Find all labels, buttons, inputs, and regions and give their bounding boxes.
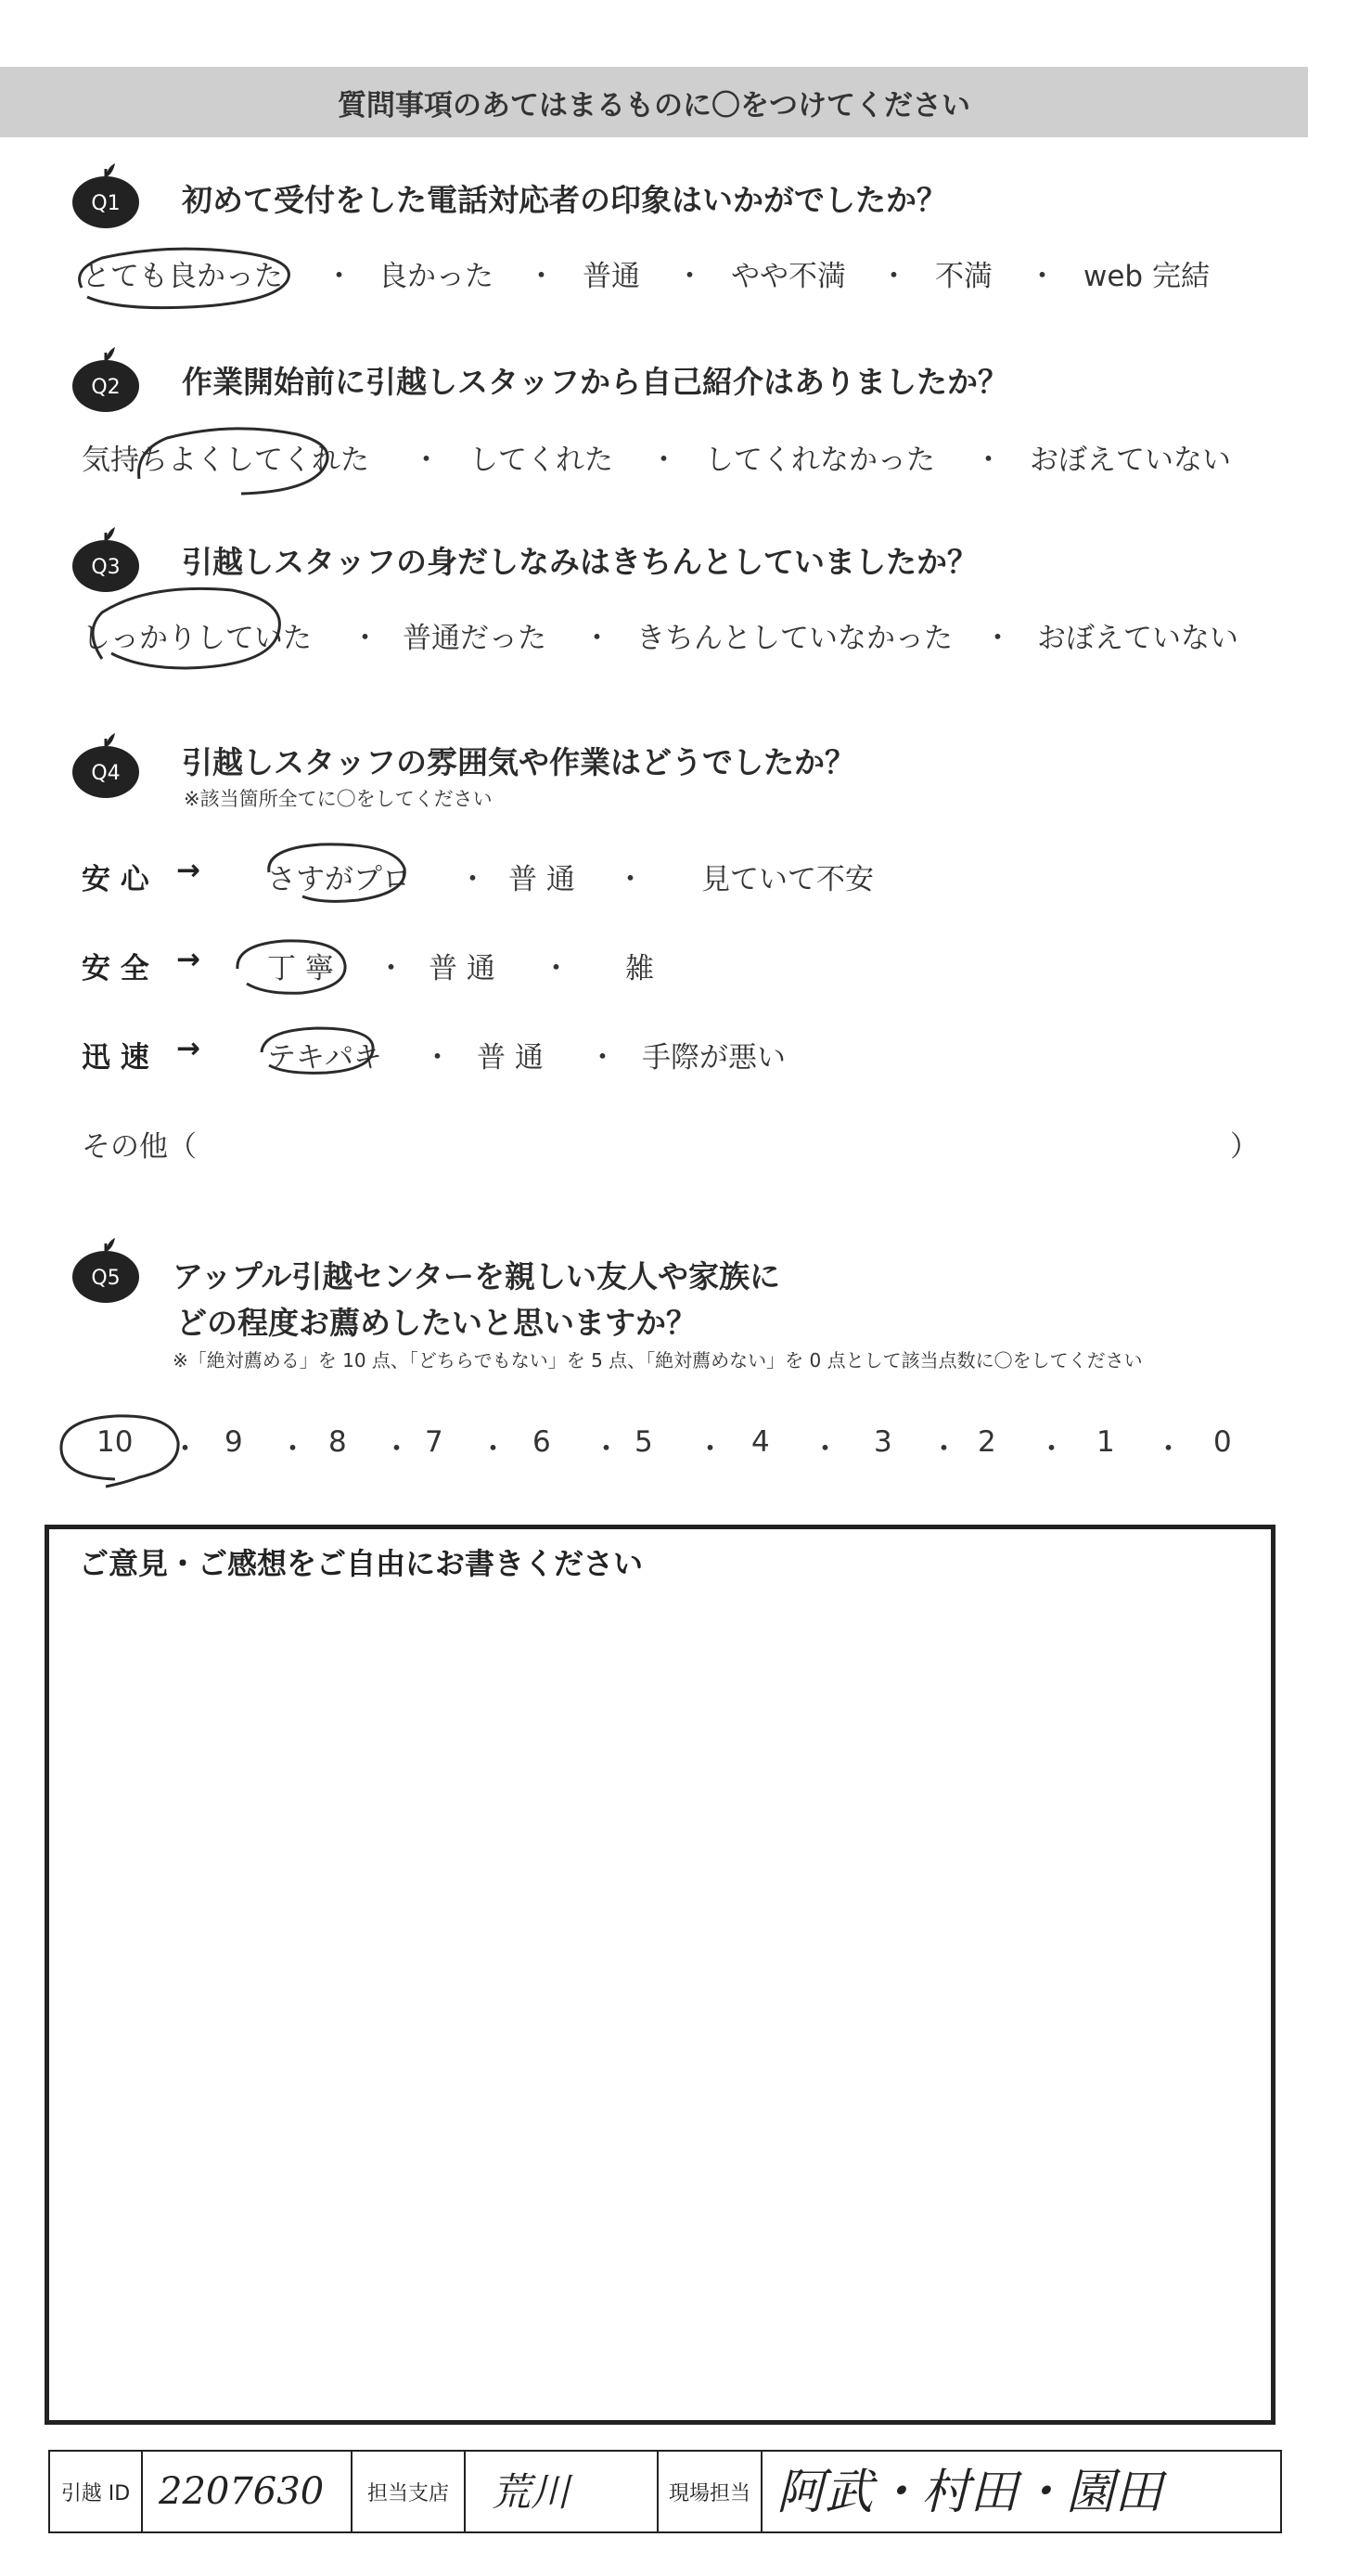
q4-separator: ・ [458,863,487,896]
q5-score-8[interactable]: 8 [328,1425,347,1459]
q2-option-4[interactable]: おぼえていない [1030,444,1231,477]
q1-options [82,252,1306,293]
staff-handwriting [771,2454,1272,2529]
q4-row-jinsoku-arrow: → [176,1032,200,1065]
q1-option-5[interactable]: 不満 [935,260,993,293]
q4-anshin-option-1[interactable]: さすがプロ [267,863,411,896]
move-id-value: 2207630 [159,2470,325,2513]
q1-badge-icon [67,156,145,234]
q5-separator: ・ [811,1433,840,1466]
q4-jinsoku-option-2[interactable]: 普 通 [477,1041,544,1075]
q1-separator: ・ [527,260,556,293]
q4-row-anzen-label: 安 全 [82,952,149,985]
q5-score-9[interactable]: 9 [224,1425,243,1459]
q4-anzen-option-2[interactable]: 普 通 [429,952,495,985]
instructions-text: 質問事項のあてはまるものに〇をつけてください [338,88,970,122]
q4-note: ※該当箇所全てに〇をしてください [184,788,493,810]
q3-options [82,614,1306,655]
q2-separator: ・ [974,444,1003,477]
q4-row-anshin-options [267,856,1195,896]
q4-question: 引越しスタッフの雰囲気や作業はどうでしたか？ [182,744,855,780]
q2-question: 作業開始前に引越しスタッフから自己紹介はありましたか？ [182,364,1008,400]
q4-jinsoku-option-1[interactable]: テキパキ [267,1041,382,1075]
branch-value: 荒川 [492,2469,570,2515]
q2-badge-icon [67,340,145,418]
q5-score-10[interactable]: 10 [96,1425,134,1459]
q1-separator: ・ [325,260,353,293]
q2-options [82,436,1306,477]
q2-option-2[interactable]: してくれた [469,444,613,477]
q5-separator: ・ [1154,1433,1183,1466]
q5-separator: ・ [382,1433,411,1466]
q4-jinsoku-option-3[interactable]: 手際が悪い [642,1041,786,1075]
q5-separator: ・ [278,1433,307,1466]
q5-score-0[interactable]: 0 [1213,1425,1232,1459]
q4-badge-label: Q4 [91,762,121,785]
branch-value-cell[interactable] [466,2452,659,2531]
q4-row-jinsoku-options [267,1034,1195,1075]
comment-box[interactable] [45,1525,1275,2425]
q4-separator: ・ [542,952,570,985]
q2-separator: ・ [649,444,678,477]
comment-box-title: ご意見・ご感想をご自由にお書きください [79,1546,644,1581]
q1-option-3[interactable]: 普通 [583,260,640,293]
q4-other-input[interactable] [213,1119,1215,1162]
q3-option-4[interactable]: おぼえていない [1037,622,1238,655]
q4-other-close: ） [1230,1130,1259,1164]
q4-row-anzen-options [267,945,1195,985]
q2-badge-label: Q2 [91,376,121,399]
q5-badge-label: Q5 [91,1267,121,1290]
q4-row-jinsoku-label: 迅 速 [82,1041,149,1075]
q3-badge-label: Q3 [91,556,121,579]
q4-separator: ・ [377,952,405,985]
q1-question: 初めて受付をした電話対応者の印象はいかがでしたか？ [182,182,947,218]
q5-separator: ・ [171,1433,199,1466]
q5-badge-icon [67,1230,145,1308]
q3-badge-icon [67,520,145,598]
q5-note: ※「絶対薦める」を 10 点、「どちらでもない」を 5 点、「絶対薦めない」を 0 点として該当点数に〇をしてください [173,1349,1143,1372]
move-id-value-cell[interactable] [143,2452,353,2531]
q5-score-4[interactable]: 4 [751,1425,770,1459]
q5-score-row [96,1425,1265,1466]
q1-option-4[interactable]: やや不満 [731,260,846,293]
q1-separator: ・ [675,260,704,293]
q3-separator: ・ [983,622,1012,655]
q3-option-3[interactable]: きちんとしていなかった [636,622,953,655]
q4-anzen-option-1[interactable]: 丁 寧 [267,952,334,985]
q5-separator: ・ [1037,1433,1066,1466]
q2-separator: ・ [412,444,441,477]
q5-score-7[interactable]: 7 [425,1425,443,1459]
q4-anzen-option-3[interactable]: 雑 [625,952,654,985]
staff-value: 阿武・村田・園田 [776,2465,1163,2520]
q5-question-line1: アップル引越センターを親しい友人や家族に [173,1258,781,1294]
move-id-label: 引越 ID [50,2452,143,2531]
q1-option-1[interactable]: とても良かった [82,260,283,293]
q1-option-6[interactable]: web 完結 [1083,260,1210,293]
branch-handwriting [473,2459,649,2524]
q3-option-1[interactable]: しっかりしていた [82,622,312,655]
staff-label: 現場担当 [659,2452,763,2531]
move-id-handwriting [149,2459,344,2524]
q1-badge-label: Q1 [91,192,121,215]
q2-option-1[interactable]: 気持ちよくしてくれた [82,444,369,477]
staff-value-cell[interactable] [763,2452,1280,2531]
q5-separator: ・ [592,1433,621,1466]
q5-score-5[interactable]: 5 [635,1425,653,1459]
instructions-header [0,67,1308,137]
q4-separator: ・ [616,863,645,896]
q4-separator: ・ [588,1041,617,1075]
q4-badge-icon [67,726,145,804]
q1-separator: ・ [1028,260,1057,293]
footer-table [48,2450,1282,2533]
q5-score-6[interactable]: 6 [532,1425,551,1459]
q4-separator: ・ [423,1041,452,1075]
q3-question: 引越しスタッフの身だしなみはきちんとしていましたか？ [182,544,978,580]
q5-score-3[interactable]: 3 [874,1425,892,1459]
q4-other-label: その他（ [82,1130,197,1164]
q5-score-2[interactable]: 2 [978,1425,996,1459]
q3-separator: ・ [351,622,379,655]
q4-row-anshin-label: 安 心 [82,863,149,896]
q2-option-3[interactable]: してくれなかった [705,444,935,477]
q5-question-line2: どの程度お薦めしたいと思いますか？ [176,1305,697,1341]
q1-option-2[interactable]: 良かった [378,260,494,293]
q1-separator: ・ [879,260,908,293]
branch-label: 担当支店 [353,2452,466,2531]
q4-anshin-option-2[interactable]: 普 通 [508,863,575,896]
q5-separator: ・ [479,1433,507,1466]
q5-separator: ・ [696,1433,724,1466]
q4-row-anzen-arrow: → [176,943,200,976]
q5-separator: ・ [929,1433,958,1466]
q3-separator: ・ [583,622,611,655]
q4-anshin-option-3[interactable]: 見ていて不安 [701,863,874,896]
q4-row-anshin-arrow: → [176,854,200,887]
q5-score-1[interactable]: 1 [1096,1425,1115,1459]
q3-option-2[interactable]: 普通だった [403,622,546,655]
